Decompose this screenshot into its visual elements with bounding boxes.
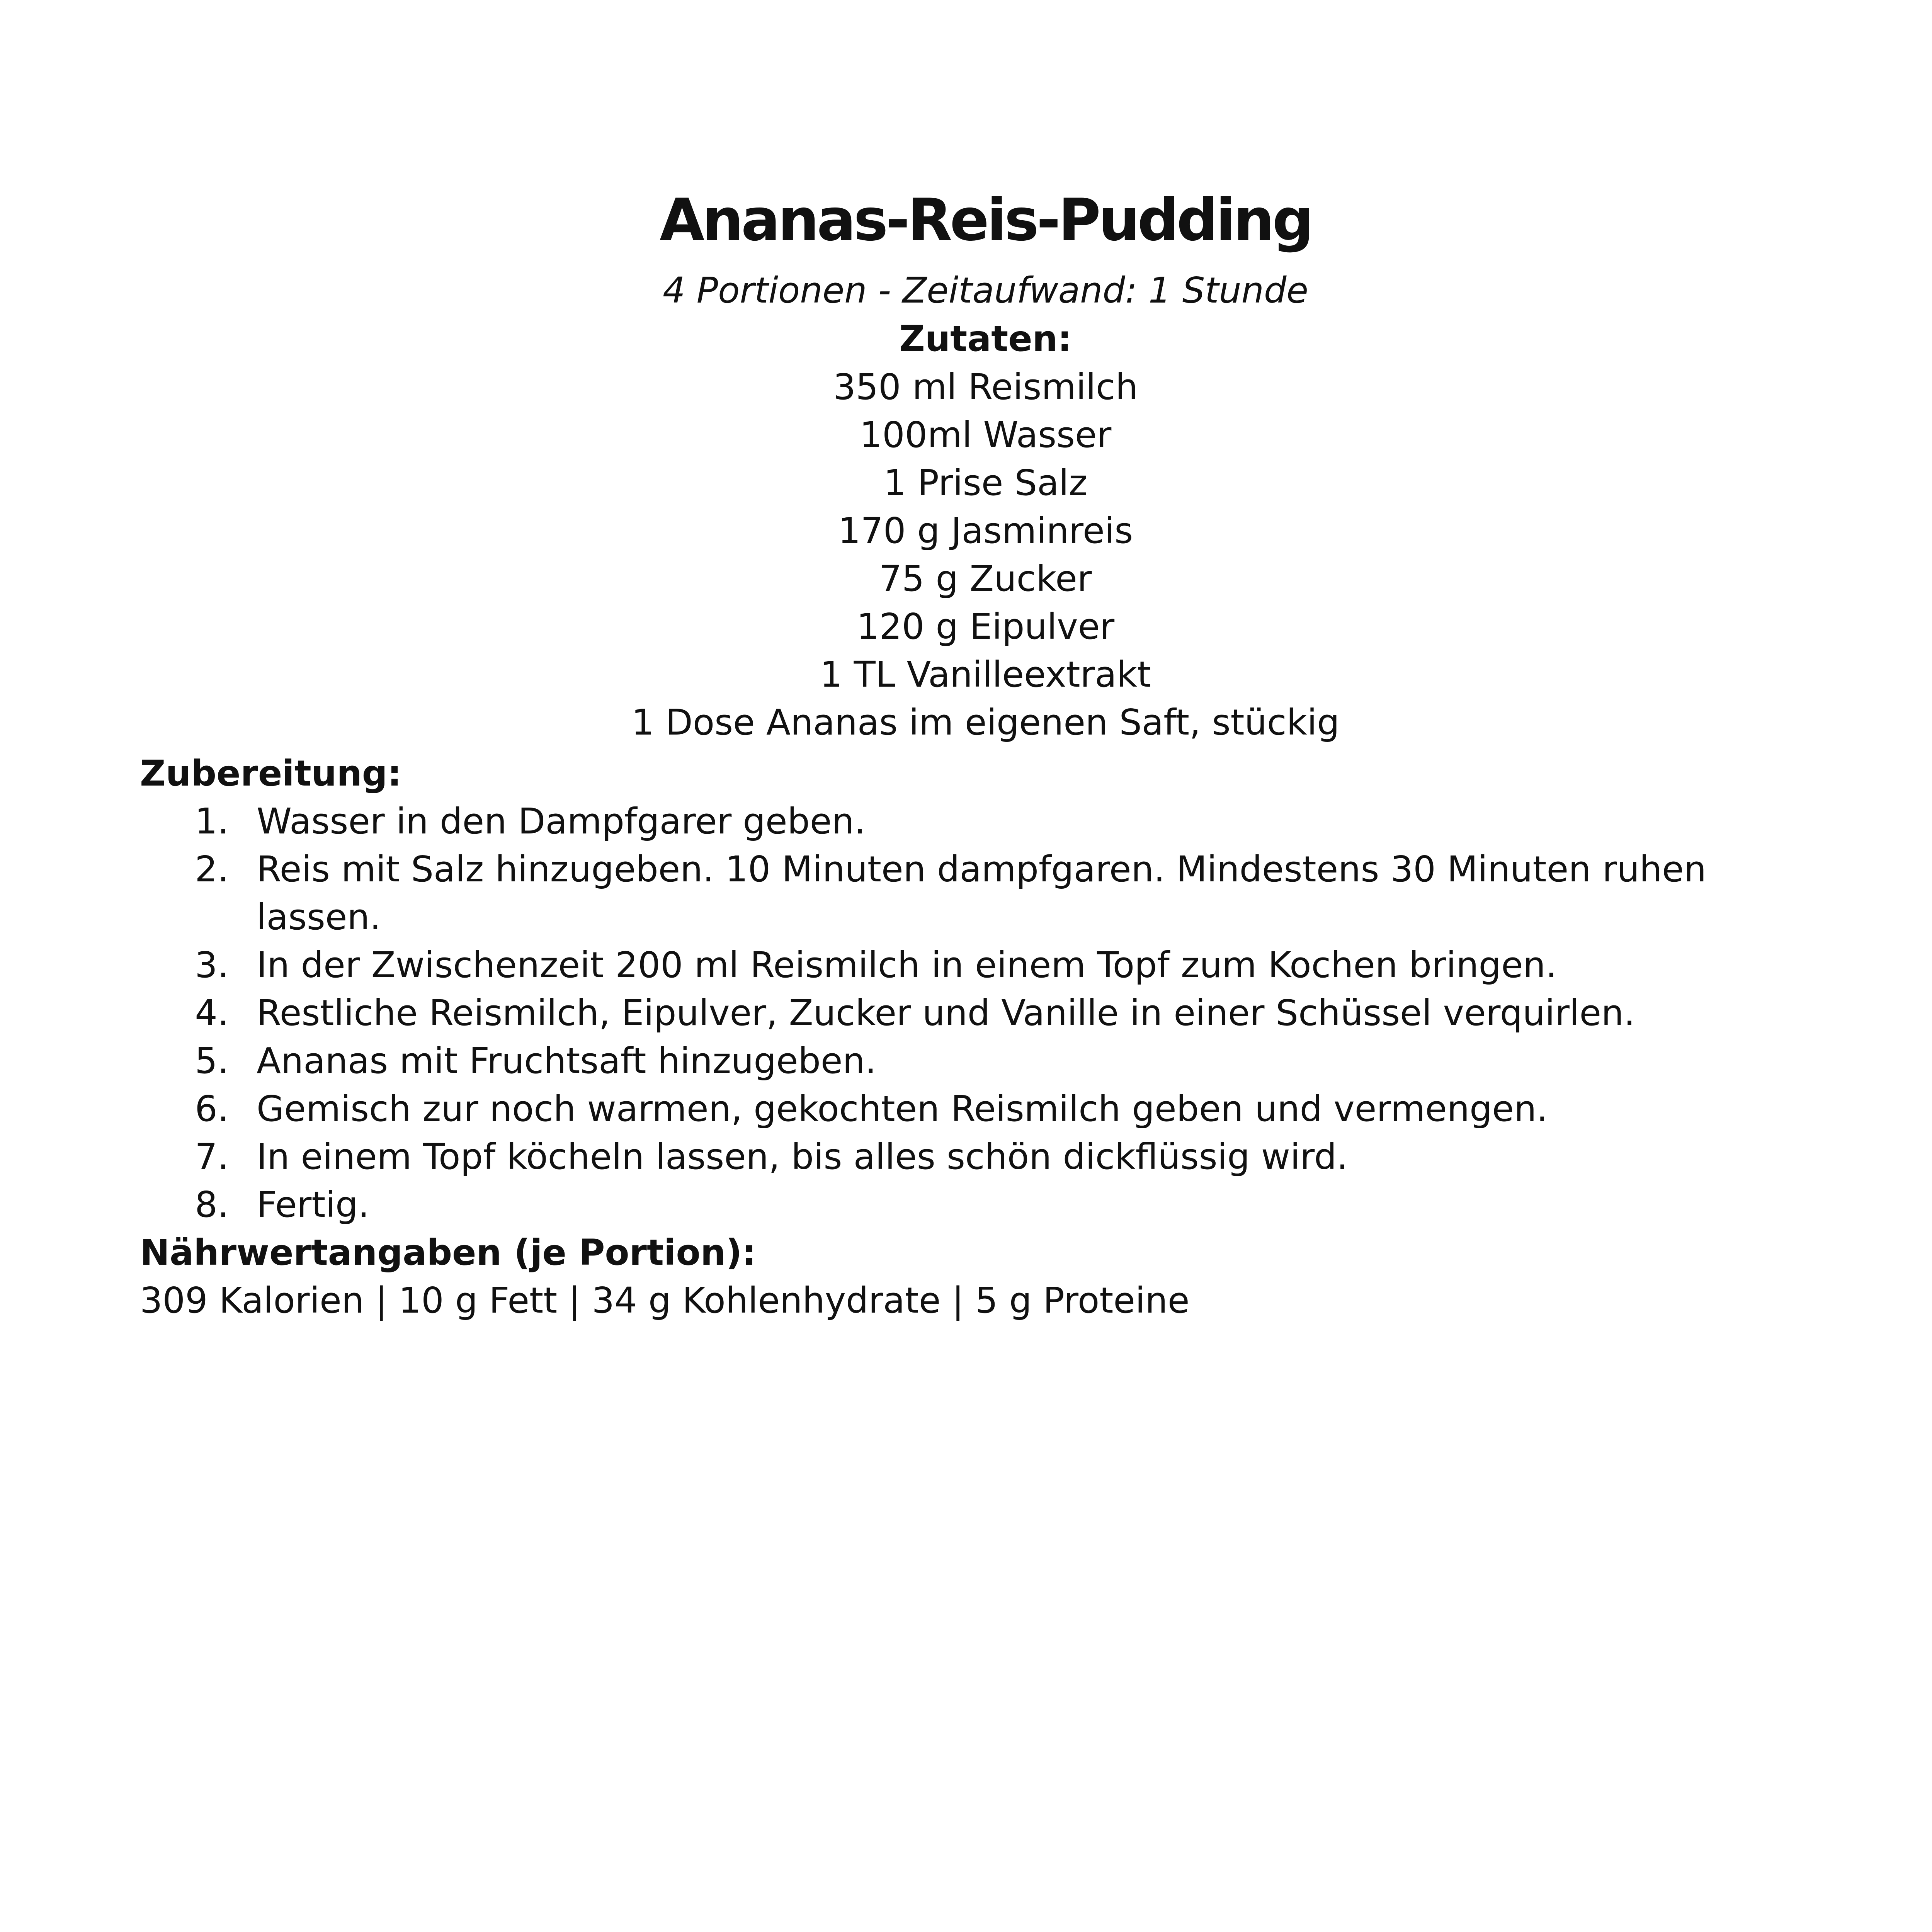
preparation-steps [140,798,1801,1229]
recipe-subtitle: 4 Portionen - Zeitaufwand: 1 Stunde [663,270,1308,311]
step-item [140,798,1801,845]
step-text: Wasser in den Dampfgarer geben. [257,801,866,842]
step-number: 8. [195,1184,229,1225]
ingredient-item: 350 ml Reismilch [833,366,1138,408]
step-item [140,845,1801,941]
step-number: 4. [195,992,229,1034]
step-text: Reis mit Salz hinzugeben. 10 Minuten dampfgaren. Mindestens 30 Minuten ruhen lassen. [257,849,1707,938]
ingredient-item: 100ml Wasser [859,414,1112,456]
step-item [140,941,1801,989]
step-item [140,1133,1801,1181]
step-number: 6. [195,1088,229,1129]
step-item [140,1085,1801,1133]
step-item [140,989,1801,1037]
step-text: Gemisch zur noch warmen, gekochten Reismilch geben und vermengen. [257,1088,1548,1129]
step-text: Restliche Reismilch, Eipulver, Zucker und Vanille in einer Schüssel verquirlen. [257,992,1635,1034]
step-text: In der Zwischenzeit 200 ml Reismilch in einem Topf zum Kochen bringen. [257,944,1557,986]
ingredient-item: 1 Dose Ananas im eigenen Saft, stückig [631,702,1340,743]
step-number: 1. [195,801,229,842]
step-item [140,1181,1801,1229]
ingredients-list [0,363,1932,747]
step-number: 5. [195,1040,229,1082]
ingredient-item: 120 g Eipulver [856,606,1115,647]
preparation-heading: Zubereitung: [140,753,402,794]
ingredient-item: 170 g Jasminreis [838,510,1133,551]
step-text: Ananas mit Fruchtsaft hinzugeben. [257,1040,877,1082]
ingredients-heading: Zutaten: [899,318,1072,359]
ingredient-item: 1 Prise Salz [883,462,1088,503]
nutrition-facts: 309 Kalorien | 10 g Fett | 34 g Kohlenhydrate | 5 g Proteine [140,1280,1190,1321]
step-number: 7. [195,1136,229,1177]
step-text: Fertig. [257,1184,369,1225]
ingredient-item: 75 g Zucker [879,558,1092,599]
recipe-title: Ananas-Reis-Pudding [660,187,1311,254]
step-item [140,1037,1801,1085]
step-number: 2. [195,849,229,890]
ingredient-item: 1 TL Vanilleextrakt [820,654,1151,695]
step-number: 3. [195,944,229,986]
nutrition-heading: Nährwertangaben (je Portion): [140,1232,757,1273]
step-text: In einem Topf köcheln lassen, bis alles schön dickflüssig wird. [257,1136,1348,1177]
